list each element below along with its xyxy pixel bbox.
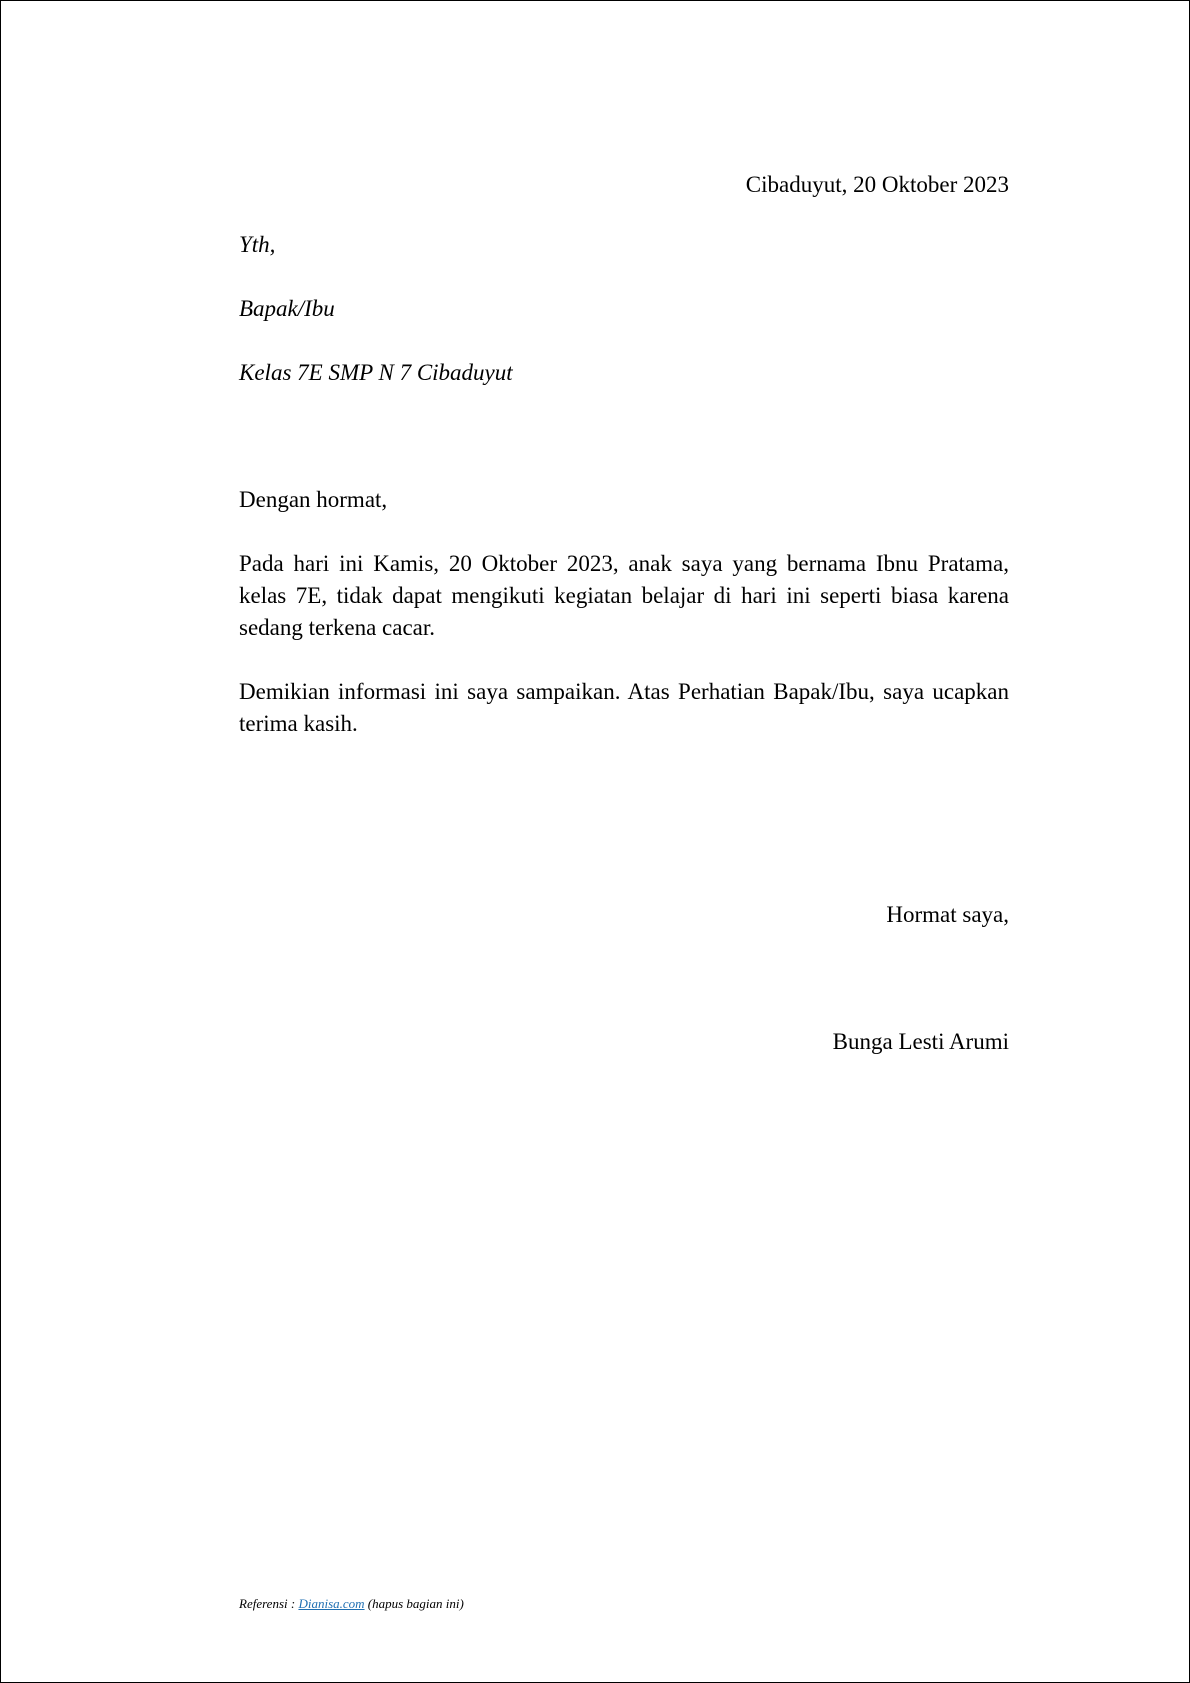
body-paragraph-2: Demikian informasi ini saya sampaikan. Atas Perhatian Bapak/Ibu, saya ucapkan terima kasih.	[239, 679, 1009, 736]
footer-prefix: Referensi :	[239, 1596, 299, 1611]
recipient-line-class: Kelas 7E SMP N 7 Cibaduyut	[239, 360, 513, 385]
signer-name: Bunga Lesti Arumi	[832, 1029, 1009, 1054]
reference-footer	[239, 1595, 464, 1613]
closing: Hormat saya,	[886, 902, 1009, 927]
greeting: Dengan hormat,	[239, 487, 388, 512]
recipient-line-yth: Yth,	[239, 232, 276, 257]
body-paragraph-1: Pada hari ini Kamis, 20 Oktober 2023, anak saya yang bernama Ibnu Pratama, kelas 7E, tidak dapat mengikuti kegiatan belajar di hari ini seperti biasa karena sedang terkena cacar.	[239, 551, 1009, 640]
place-date: Cibaduyut, 20 Oktober 2023	[745, 172, 1009, 197]
reference-link[interactable]: Dianisa.com	[298, 1596, 365, 1611]
recipient-line-title: Bapak/Ibu	[239, 296, 335, 321]
footer-suffix: (hapus bagian ini)	[364, 1596, 464, 1611]
letter-body	[239, 1, 1009, 1101]
